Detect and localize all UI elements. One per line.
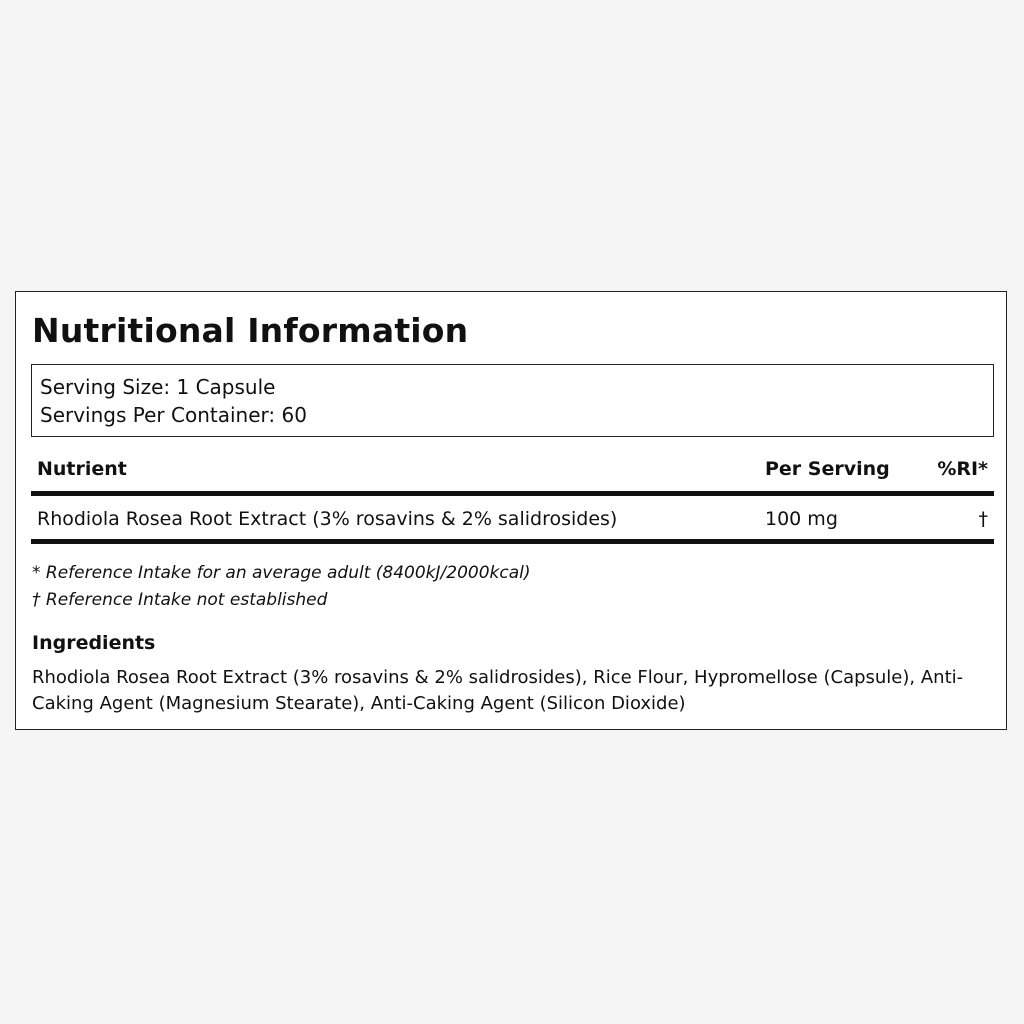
footnotes — [32, 560, 531, 614]
table-row — [31, 496, 994, 544]
ingredients-heading: Ingredients — [32, 632, 156, 654]
footnote-reference-intake: * Reference Intake for an average adult (8400kJ/2000kcal) — [32, 563, 531, 583]
serving-size: Serving Size: 1 Capsule — [40, 375, 276, 399]
header-ri: %RI* — [937, 458, 988, 480]
serving-info-box — [31, 364, 994, 437]
panel-title: Nutritional Information — [32, 311, 469, 350]
nutrient-name: Rhodiola Rosea Root Extract (3% rosavins & 2% salidrosides) — [37, 508, 618, 530]
servings-per-container: Servings Per Container: 60 — [40, 403, 307, 427]
header-per-serving: Per Serving — [765, 458, 890, 480]
nutrient-ri: † — [978, 508, 988, 530]
footnote-not-established: † Reference Intake not established — [32, 590, 328, 610]
nutrient-table-header — [31, 451, 994, 496]
nutrient-per-serving: 100 mg — [765, 508, 838, 530]
header-nutrient: Nutrient — [37, 458, 127, 480]
ingredients-text: Rhodiola Rosea Root Extract (3% rosavins & 2% salidrosides), Rice Flour, Hypromellose (Capsule), Anti-Caking Agent (Magnesium Stearate), Anti-Caking Agent (Silicon Dioxide) — [32, 667, 964, 714]
nutrition-panel — [15, 291, 1007, 730]
